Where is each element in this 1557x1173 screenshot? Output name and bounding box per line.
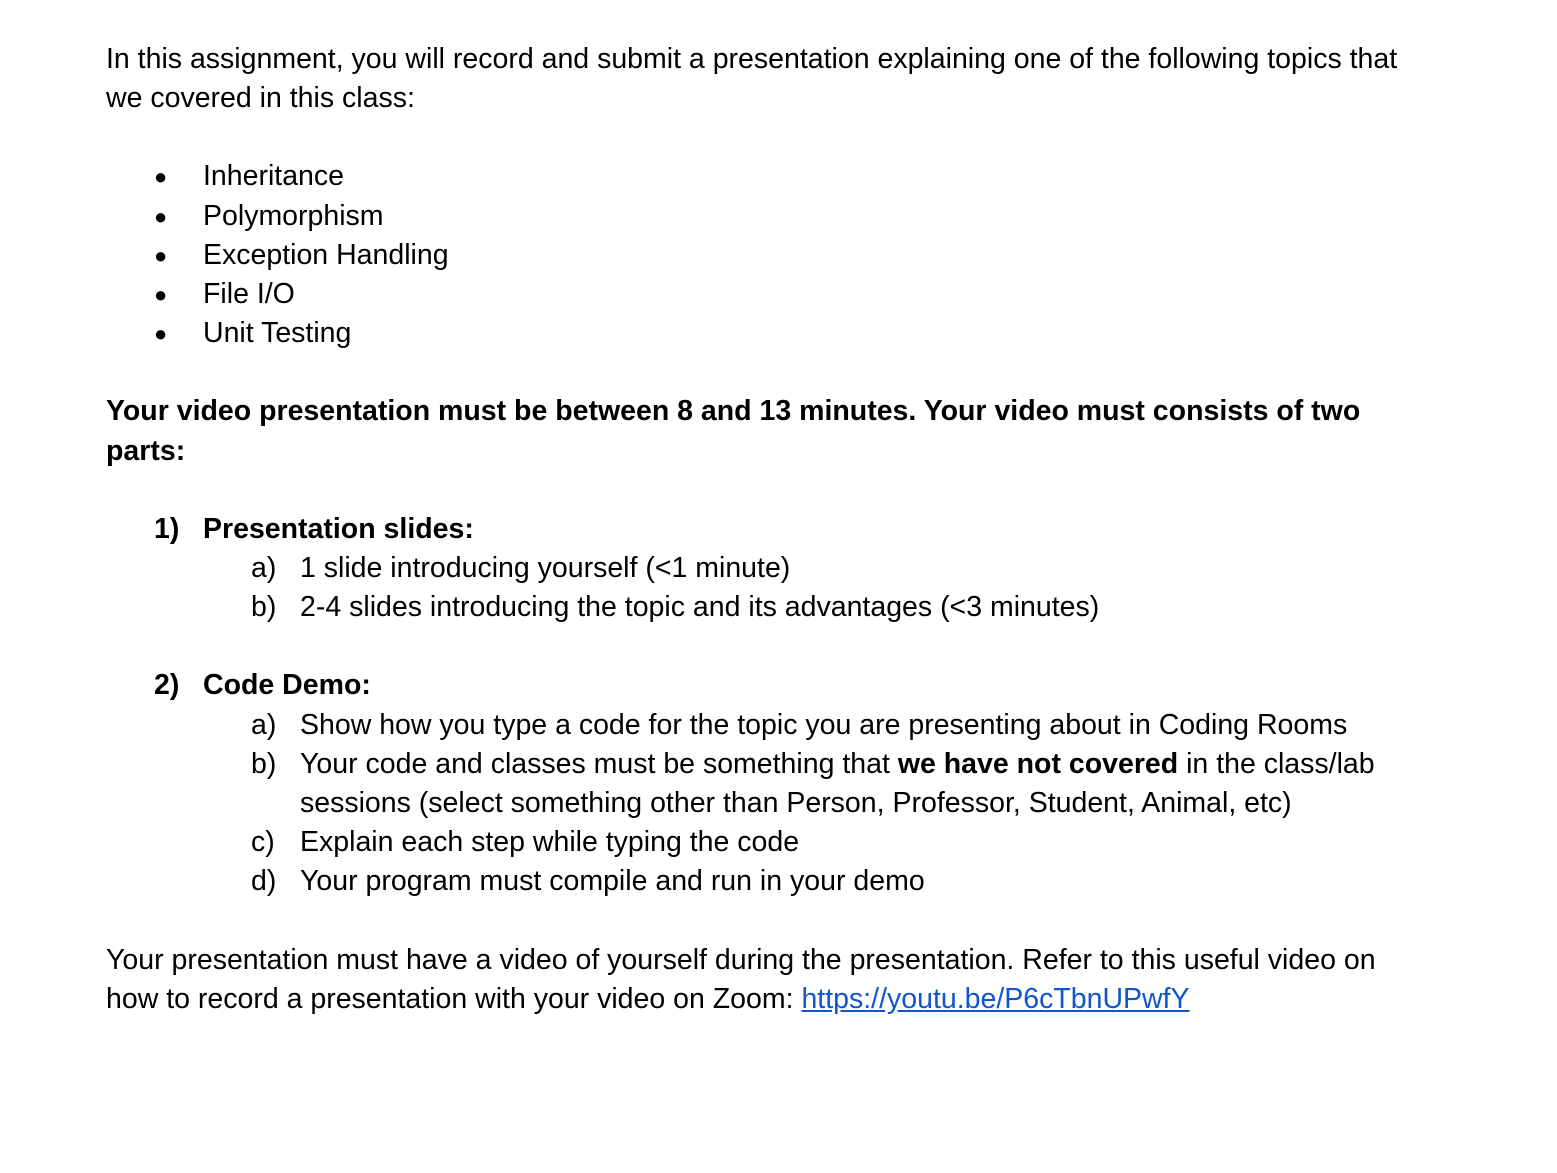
list-item bbox=[106, 588, 1406, 627]
closing-text: Your presentation must have a video of yourself during the presentation. Refer to this useful video on how to record a presentation with your video on Zoom: bbox=[106, 943, 1376, 1015]
topic-label: Inheritance bbox=[203, 160, 345, 193]
part-presentation-slides bbox=[106, 510, 1406, 628]
part-title: Code Demo: bbox=[203, 669, 371, 702]
list-item bbox=[106, 706, 1406, 745]
list-item bbox=[106, 197, 1406, 236]
zoom-video-link[interactable]: https://youtu.be/P6cTbnUPwfY bbox=[801, 982, 1190, 1015]
list-item bbox=[106, 823, 1406, 862]
intro-paragraph: In this assignment, you will record and submit a presentation explaining one of the following topics that we covered in this class: bbox=[106, 43, 1398, 115]
item-letter: d) bbox=[251, 865, 277, 898]
list-item bbox=[106, 549, 1406, 588]
topic-label: Exception Handling bbox=[203, 238, 449, 271]
item-letter: a) bbox=[251, 552, 277, 585]
item-text-emphasis: we have not covered bbox=[897, 747, 1179, 780]
list-item bbox=[106, 236, 1406, 275]
topics-list bbox=[106, 157, 1406, 353]
bullet-icon: ● bbox=[154, 321, 168, 347]
part-code-demo bbox=[106, 666, 1406, 901]
topic-label: Unit Testing bbox=[203, 317, 352, 350]
item-letter: b) bbox=[251, 591, 277, 624]
topic-label: Polymorphism bbox=[203, 199, 384, 232]
item-letter: c) bbox=[251, 826, 275, 859]
item-text: Your program must compile and run in your demo bbox=[300, 865, 925, 898]
list-item bbox=[106, 157, 1406, 196]
bullet-icon: ● bbox=[154, 164, 168, 190]
topic-label: File I/O bbox=[203, 278, 295, 311]
assignment-document bbox=[106, 40, 1406, 1019]
requirements-paragraph: Your video presentation must be between 8 and 13 minutes. Your video must consists of two parts: bbox=[106, 395, 1361, 467]
bullet-icon: ● bbox=[154, 242, 168, 268]
bullet-icon: ● bbox=[154, 282, 168, 308]
list-item bbox=[106, 314, 1406, 353]
item-text: 2-4 slides introducing the topic and its advantages (<3 minutes) bbox=[300, 591, 1100, 624]
closing-paragraph bbox=[106, 941, 1406, 1019]
item-text: Explain each step while typing the code bbox=[300, 826, 800, 859]
part-heading bbox=[106, 510, 1406, 549]
item-text-before: Your code and classes must be something that bbox=[300, 747, 898, 780]
bullet-icon: ● bbox=[154, 203, 168, 229]
part-number: 2) bbox=[154, 669, 180, 702]
item-letter: b) bbox=[251, 747, 277, 780]
item-letter: a) bbox=[251, 708, 277, 741]
part-number: 1) bbox=[154, 512, 180, 545]
list-item bbox=[106, 275, 1406, 314]
part-heading bbox=[106, 666, 1406, 705]
list-item bbox=[106, 745, 1406, 823]
part-title: Presentation slides: bbox=[203, 512, 474, 545]
item-text: 1 slide introducing yourself (<1 minute) bbox=[300, 552, 791, 585]
list-item bbox=[106, 862, 1406, 901]
item-text-after: in the class/lab sessions (select something other than Person, Professor, Student, Animal, etc) bbox=[300, 747, 1375, 820]
item-text: Show how you type a code for the topic you are presenting about in Coding Rooms bbox=[300, 708, 1348, 741]
